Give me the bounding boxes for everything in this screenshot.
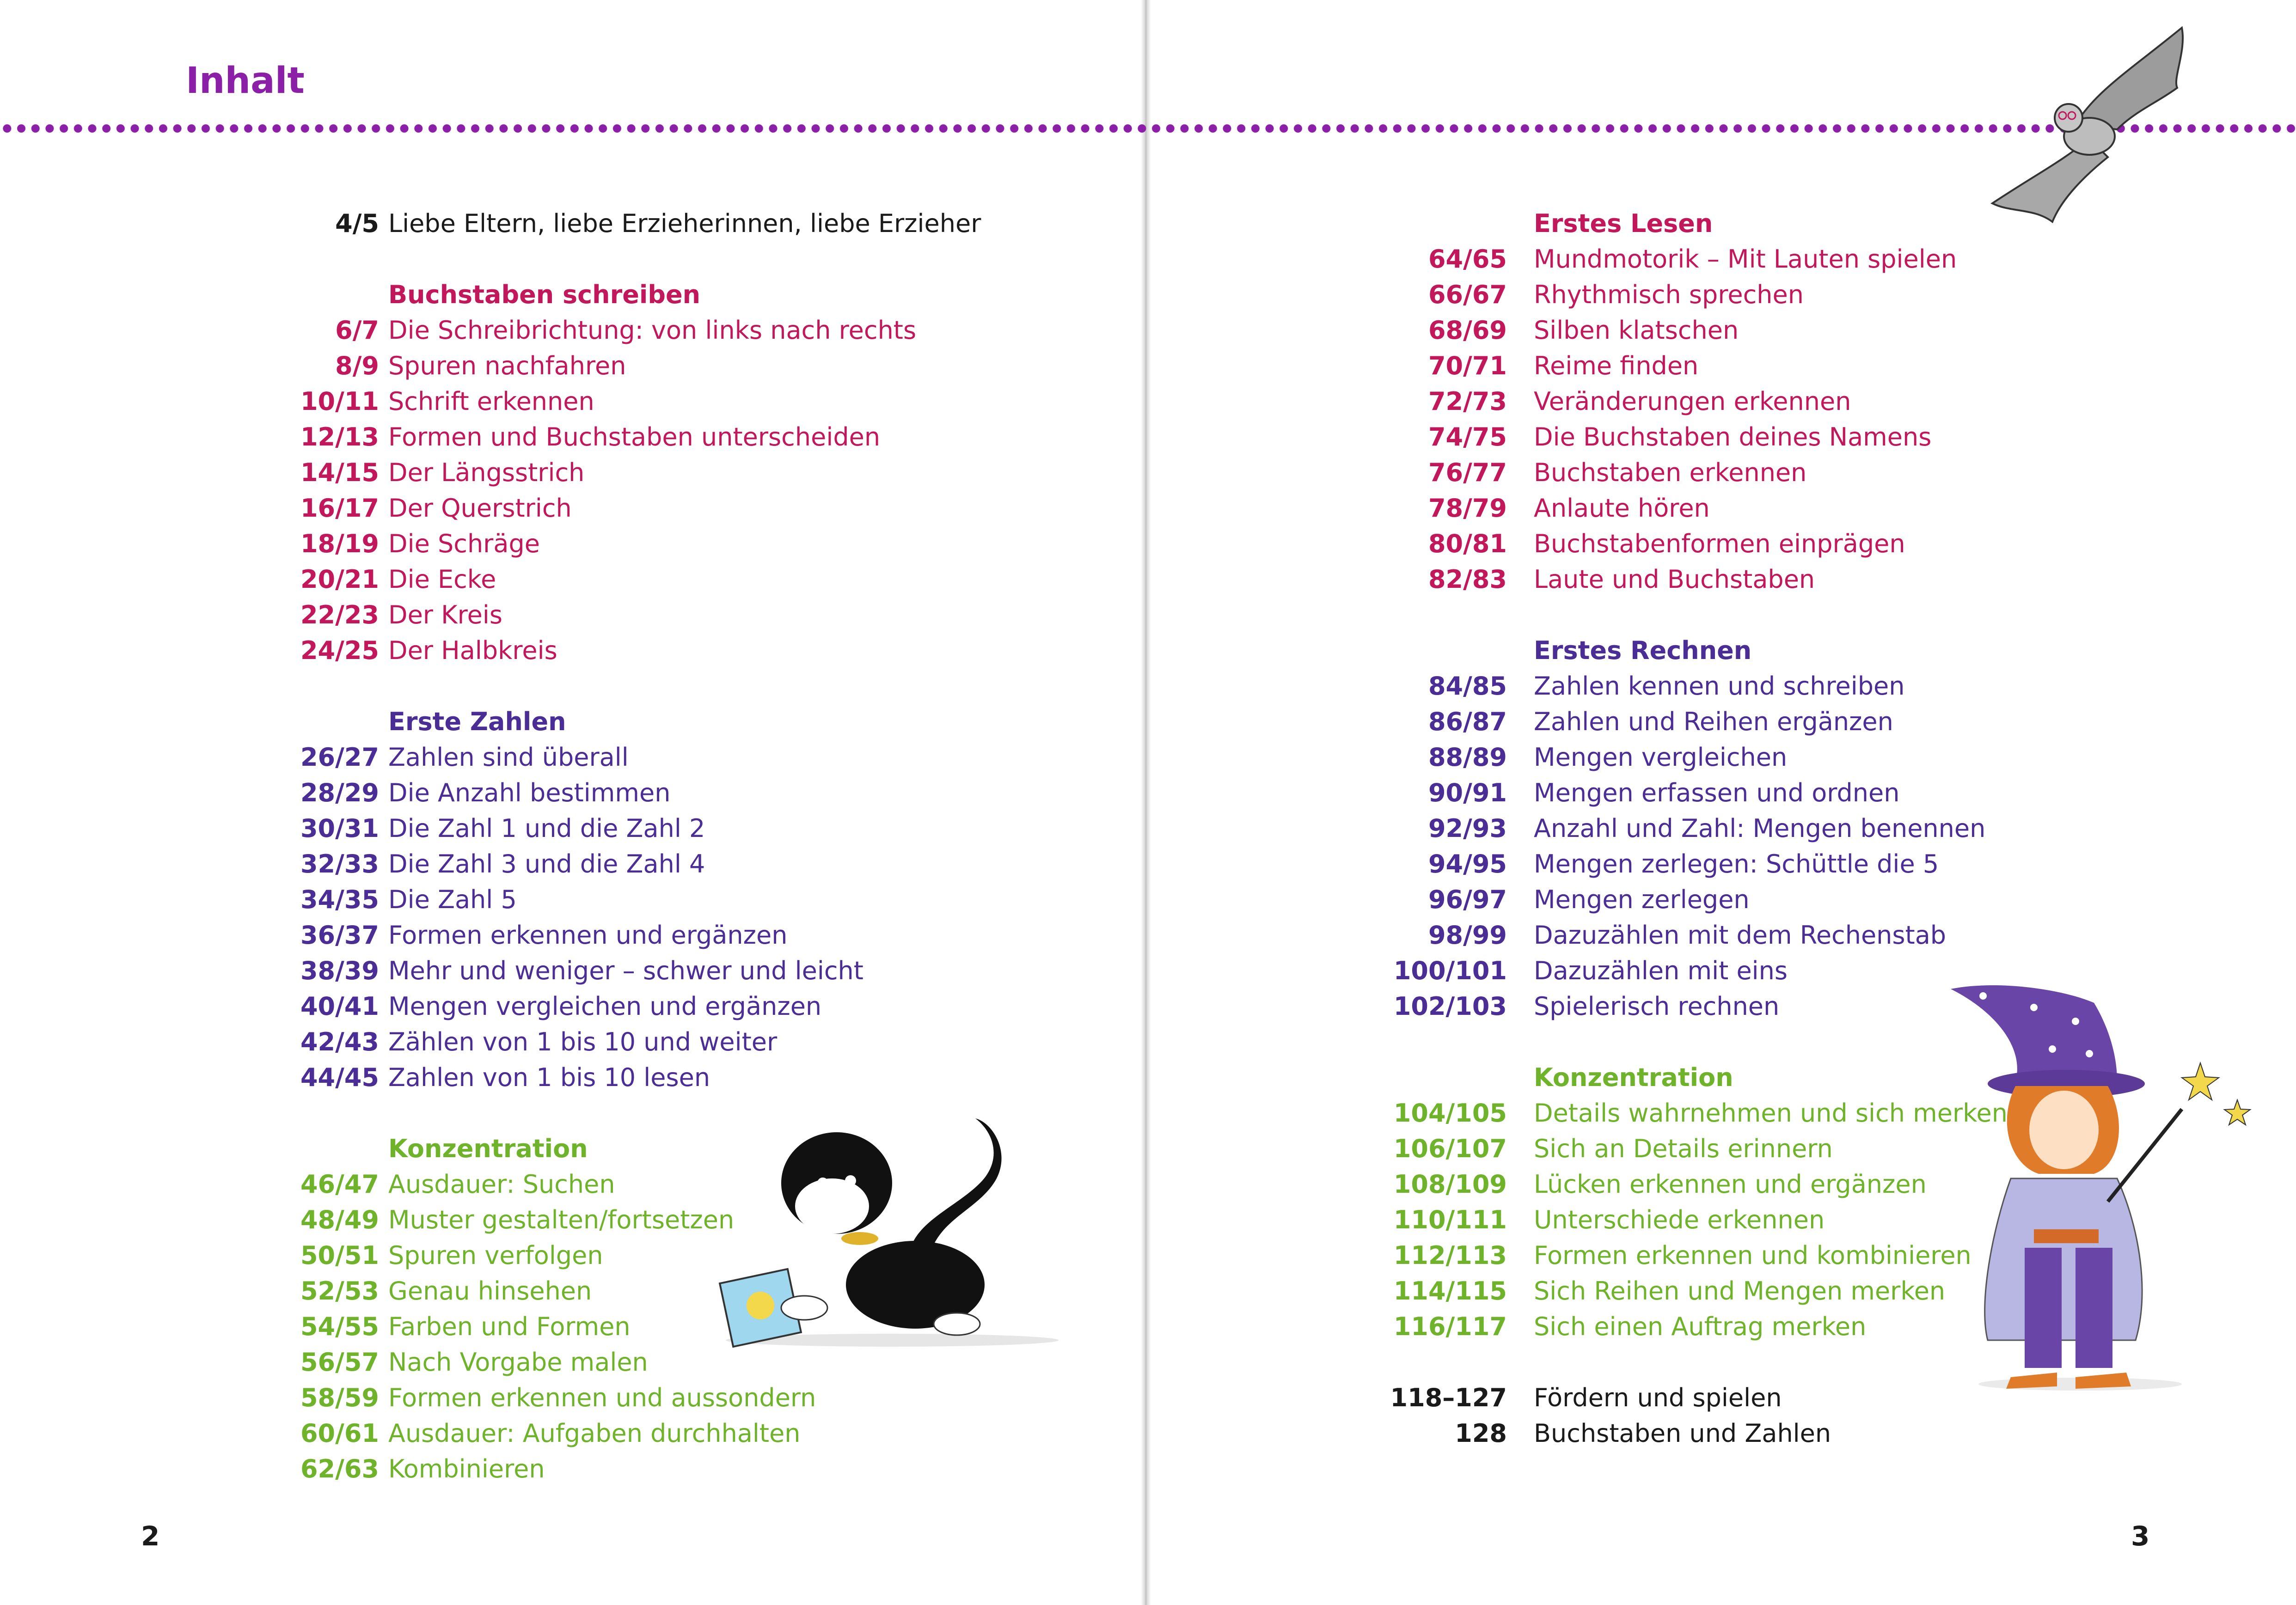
toc-page-range: 82/83 bbox=[1428, 565, 1507, 594]
toc-entry bbox=[0, 1380, 1063, 1416]
toc-entry bbox=[0, 1451, 1063, 1487]
toc-entry bbox=[0, 917, 1063, 953]
toc-page-range: 54/55 bbox=[300, 1312, 379, 1341]
toc-entry bbox=[0, 1060, 1063, 1095]
toc-page-range: 34/35 bbox=[300, 885, 379, 914]
toc-entry-label: Mehr und weniger – schwer und leicht bbox=[388, 956, 863, 985]
toc-entry bbox=[1146, 811, 2210, 846]
bat-illustration bbox=[1983, 23, 2196, 231]
toc-spacer bbox=[0, 241, 1063, 277]
toc-entry bbox=[1146, 384, 2210, 419]
toc-entry-label: Sich Reihen und Mengen merken bbox=[1534, 1276, 1946, 1306]
toc-entry bbox=[1146, 1416, 2210, 1451]
toc-page-range: 76/77 bbox=[1428, 458, 1507, 487]
toc-entry-label: Mengen erfassen und ordnen bbox=[1534, 778, 1900, 807]
toc-entry bbox=[0, 989, 1063, 1024]
toc-page-range: 42/43 bbox=[300, 1027, 379, 1056]
toc-entry-label: Mengen zerlegen: Schüttle die 5 bbox=[1534, 849, 1939, 879]
toc-page-range: 30/31 bbox=[300, 814, 379, 843]
toc-entry-label: Formen erkennen und aussondern bbox=[388, 1383, 816, 1412]
toc-page-range: 68/69 bbox=[1428, 316, 1507, 345]
toc-page-range: 26/27 bbox=[300, 743, 379, 772]
toc-page-range: 80/81 bbox=[1428, 529, 1507, 558]
toc-entry-label: Formen und Buchstaben unterscheiden bbox=[388, 422, 881, 452]
toc-entry-label: Reime finden bbox=[1534, 351, 1699, 380]
toc-page-range: 92/93 bbox=[1428, 814, 1507, 843]
toc-page-range: 44/45 bbox=[300, 1063, 379, 1092]
cat-illustration bbox=[698, 1091, 1059, 1349]
toc-heading-label: Erstes Lesen bbox=[1534, 209, 1713, 238]
toc-entry bbox=[1146, 277, 2210, 312]
toc-entry bbox=[1146, 312, 2210, 348]
toc-entry-label: Liebe Eltern, liebe Erzieherinnen, liebe Erzieher bbox=[388, 209, 981, 238]
toc-entry-label: Lücken erkennen und ergänzen bbox=[1534, 1170, 1927, 1199]
toc-entry bbox=[0, 490, 1063, 526]
toc-entry bbox=[0, 597, 1063, 633]
toc-entry-label: Schrift erkennen bbox=[388, 387, 594, 416]
toc-entry-label: Die Ecke bbox=[388, 565, 496, 594]
toc-entry-label: Spuren verfolgen bbox=[388, 1241, 603, 1270]
toc-page-range: 110/111 bbox=[1393, 1205, 1507, 1234]
toc-page-range: 66/67 bbox=[1428, 280, 1507, 309]
toc-entry bbox=[1146, 739, 2210, 775]
bat-wing-right bbox=[2076, 28, 2183, 129]
toc-entry bbox=[0, 455, 1063, 490]
toc-page-range: 118–127 bbox=[1390, 1383, 1507, 1412]
toc-entry-label: Die Zahl 3 und die Zahl 4 bbox=[388, 849, 705, 879]
toc-entry-label: Laute und Buchstaben bbox=[1534, 565, 1815, 594]
toc-page-range: 24/25 bbox=[300, 636, 379, 665]
toc-entry-label: Kombinieren bbox=[388, 1454, 545, 1483]
star-icon bbox=[2182, 1063, 2219, 1100]
toc-page-range: 50/51 bbox=[300, 1241, 379, 1270]
toc-entry-label: Nach Vorgabe malen bbox=[388, 1348, 648, 1377]
toc-page-range: 70/71 bbox=[1428, 351, 1507, 380]
toc-page-range: 60/61 bbox=[300, 1419, 379, 1448]
toc-entry-label: Formen erkennen und kombinieren bbox=[1534, 1241, 1971, 1270]
toc-page-range: 38/39 bbox=[300, 956, 379, 985]
toc-section-heading bbox=[1146, 633, 2210, 668]
toc-entry bbox=[0, 206, 1063, 241]
toc-heading-label: Konzentration bbox=[1534, 1063, 1733, 1092]
toc-page-range: 62/63 bbox=[300, 1454, 379, 1483]
page-number-left: 2 bbox=[141, 1520, 160, 1552]
toc-entry-label: Formen erkennen und ergänzen bbox=[388, 921, 788, 950]
toc-entry-label: Der Halbkreis bbox=[388, 636, 557, 665]
toc-page-range: 10/11 bbox=[300, 387, 379, 416]
toc-page-range: 58/59 bbox=[300, 1383, 379, 1412]
witch-hat bbox=[1951, 985, 2117, 1081]
toc-entry-label: Veränderungen erkennen bbox=[1534, 387, 1851, 416]
toc-entry bbox=[1146, 917, 2210, 953]
witch-face bbox=[2029, 1091, 2099, 1169]
toc-heading-label: Erste Zahlen bbox=[388, 707, 566, 736]
toc-entry-label: Die Schräge bbox=[388, 529, 540, 558]
toc-entry-label: Spuren nachfahren bbox=[388, 351, 626, 380]
toc-page-range: 40/41 bbox=[300, 992, 379, 1021]
toc-page-range: 90/91 bbox=[1428, 778, 1507, 807]
toc-entry-label: Die Zahl 1 und die Zahl 2 bbox=[388, 814, 705, 843]
toc-entry bbox=[1146, 561, 2210, 597]
toc-page-range: 128 bbox=[1455, 1419, 1507, 1448]
toc-section-heading bbox=[0, 704, 1063, 739]
toc-entry bbox=[0, 846, 1063, 882]
toc-entry bbox=[1146, 846, 2210, 882]
toc-page-range: 100/101 bbox=[1393, 956, 1507, 985]
toc-entry-label: Dazuzählen mit dem Rechenstab bbox=[1534, 921, 1947, 950]
toc-page-range: 86/87 bbox=[1428, 707, 1507, 736]
toc-entry-label: Der Querstrich bbox=[388, 494, 572, 523]
toc-page-range: 102/103 bbox=[1393, 992, 1507, 1021]
toc-page-range: 16/17 bbox=[300, 494, 379, 523]
toc-page-range: 94/95 bbox=[1428, 849, 1507, 879]
toc-page-range: 14/15 bbox=[300, 458, 379, 487]
toc-entry-label: Mengen vergleichen und ergänzen bbox=[388, 992, 822, 1021]
toc-entry bbox=[1146, 419, 2210, 455]
toc-entry-label: Die Zahl 5 bbox=[388, 885, 517, 914]
toc-entry-label: Der Längsstrich bbox=[388, 458, 585, 487]
toc-page-range: 4/5 bbox=[335, 209, 379, 238]
toc-entry bbox=[1146, 455, 2210, 490]
toc-entry bbox=[1146, 490, 2210, 526]
toc-entry bbox=[1146, 348, 2210, 384]
toc-entry-label: Mundmotorik – Mit Lauten spielen bbox=[1534, 244, 1957, 274]
toc-page-range: 114/115 bbox=[1393, 1276, 1507, 1306]
toc-entry-label: Zahlen kennen und schreiben bbox=[1534, 671, 1905, 701]
toc-entry bbox=[0, 1024, 1063, 1060]
toc-page-range: 112/113 bbox=[1393, 1241, 1507, 1270]
toc-spacer bbox=[0, 668, 1063, 704]
toc-entry bbox=[1146, 882, 2210, 917]
toc-entry-label: Silben klatschen bbox=[1534, 316, 1739, 345]
toc-entry bbox=[0, 384, 1063, 419]
toc-entry-label: Genau hinsehen bbox=[388, 1276, 592, 1306]
witch-illustration bbox=[1941, 970, 2265, 1396]
cat-collar bbox=[841, 1232, 878, 1245]
toc-entry bbox=[0, 561, 1063, 597]
toc-entry bbox=[0, 419, 1063, 455]
toc-page-range: 74/75 bbox=[1428, 422, 1507, 452]
toc-page-range: 108/109 bbox=[1393, 1170, 1507, 1199]
toc-entry-label: Zahlen von 1 bis 10 lesen bbox=[388, 1063, 710, 1092]
page-title: Inhalt bbox=[186, 60, 305, 102]
toc-entry-label: Spielerisch rechnen bbox=[1534, 992, 1780, 1021]
toc-page-range: 72/73 bbox=[1428, 387, 1507, 416]
toc-entry-label: Rhythmisch sprechen bbox=[1534, 280, 1804, 309]
toc-entry-label: Mengen vergleichen bbox=[1534, 743, 1788, 772]
star-icon bbox=[2224, 1100, 2250, 1125]
toc-entry-label: Anlaute hören bbox=[1534, 494, 1710, 523]
toc-page-range: 104/105 bbox=[1393, 1098, 1507, 1128]
toc-entry-label: Dazuzählen mit eins bbox=[1534, 956, 1788, 985]
toc-page-range: 32/33 bbox=[300, 849, 379, 879]
page-number-right: 3 bbox=[2131, 1520, 2150, 1552]
toc-page-range: 88/89 bbox=[1428, 743, 1507, 772]
toc-entry bbox=[0, 775, 1063, 811]
toc-heading-label: Buchstaben schreiben bbox=[388, 280, 701, 309]
toc-page-range: 98/99 bbox=[1428, 921, 1507, 950]
toc-entry bbox=[1146, 704, 2210, 739]
toc-page-range: 20/21 bbox=[300, 565, 379, 594]
toc-page-range: 56/57 bbox=[300, 1348, 379, 1377]
toc-entry-label: Sich an Details erinnern bbox=[1534, 1134, 1833, 1163]
toc-entry-label: Zahlen und Reihen ergänzen bbox=[1534, 707, 1893, 736]
toc-page-range: 96/97 bbox=[1428, 885, 1507, 914]
toc-entry-label: Sich einen Auftrag merken bbox=[1534, 1312, 1867, 1341]
toc-page-range: 8/9 bbox=[335, 351, 379, 380]
toc-entry-label: Zählen von 1 bis 10 und weiter bbox=[388, 1027, 778, 1056]
toc-entry-label: Muster gestalten/fortsetzen bbox=[388, 1205, 735, 1234]
cat-tail bbox=[911, 1118, 1002, 1257]
toc-heading-label: Erstes Rechnen bbox=[1534, 636, 1752, 665]
toc-entry-label: Die Buchstaben deines Namens bbox=[1534, 422, 1932, 452]
toc-heading-label: Konzentration bbox=[388, 1134, 588, 1163]
toc-entry-label: Ausdauer: Suchen bbox=[388, 1170, 615, 1199]
toc-entry-label: Die Anzahl bestimmen bbox=[388, 778, 671, 807]
toc-entry-label: Zahlen sind überall bbox=[388, 743, 629, 772]
toc-page-range: 84/85 bbox=[1428, 671, 1507, 701]
toc-entry-label: Anzahl und Zahl: Mengen benennen bbox=[1534, 814, 1986, 843]
toc-entry-label: Mengen zerlegen bbox=[1534, 885, 1750, 914]
toc-spacer bbox=[1146, 597, 2210, 633]
toc-page-range: 18/19 bbox=[300, 529, 379, 558]
toc-page-range: 78/79 bbox=[1428, 494, 1507, 523]
toc-entry bbox=[0, 1344, 1063, 1380]
toc-page-range: 64/65 bbox=[1428, 244, 1507, 274]
toc-entry-label: Fördern und spielen bbox=[1534, 1383, 1782, 1412]
toc-entry-label: Details wahrnehmen und sich merken bbox=[1534, 1098, 2008, 1128]
toc-page-range: 116/117 bbox=[1393, 1312, 1507, 1341]
toc-page-range: 22/23 bbox=[300, 600, 379, 629]
magic-wand bbox=[2108, 1109, 2182, 1202]
toc-entry-label: Buchstaben und Zahlen bbox=[1534, 1419, 1831, 1448]
toc-entry bbox=[0, 633, 1063, 668]
toc-entry bbox=[1146, 241, 2210, 277]
toc-entry bbox=[1146, 526, 2210, 561]
toc-entry bbox=[0, 1416, 1063, 1451]
witch-robe bbox=[1985, 1178, 2142, 1340]
dotted-divider bbox=[0, 124, 2296, 133]
toc-entry bbox=[1146, 668, 2210, 704]
toc-page-range: 12/13 bbox=[300, 422, 379, 452]
toc-page-range: 36/37 bbox=[300, 921, 379, 950]
toc-entry bbox=[0, 739, 1063, 775]
toc-entry bbox=[0, 882, 1063, 917]
toc-entry bbox=[1146, 775, 2210, 811]
toc-entry bbox=[0, 348, 1063, 384]
toc-page-range: 28/29 bbox=[300, 778, 379, 807]
toc-entry-label: Der Kreis bbox=[388, 600, 502, 629]
toc-entry-label: Unterschiede erkennen bbox=[1534, 1205, 1825, 1234]
toc-entry-label: Buchstabenformen einprägen bbox=[1534, 529, 1905, 558]
toc-page-range: 48/49 bbox=[300, 1205, 379, 1234]
toc-entry-label: Buchstaben erkennen bbox=[1534, 458, 1807, 487]
toc-entry-label: Farben und Formen bbox=[388, 1312, 631, 1341]
toc-page-range: 46/47 bbox=[300, 1170, 379, 1199]
toc-entry-label: Ausdauer: Aufgaben durchhalten bbox=[388, 1419, 801, 1448]
toc-page-range: 6/7 bbox=[335, 316, 379, 345]
toc-section-heading bbox=[0, 277, 1063, 312]
toc-page-range: 106/107 bbox=[1393, 1134, 1507, 1163]
toc-entry bbox=[0, 312, 1063, 348]
toc-entry bbox=[0, 526, 1063, 561]
toc-page-range: 52/53 bbox=[300, 1276, 379, 1306]
toc-entry-label: Die Schreibrichtung: von links nach rechts bbox=[388, 316, 917, 345]
toc-entry bbox=[0, 811, 1063, 846]
toc-entry bbox=[0, 953, 1063, 989]
